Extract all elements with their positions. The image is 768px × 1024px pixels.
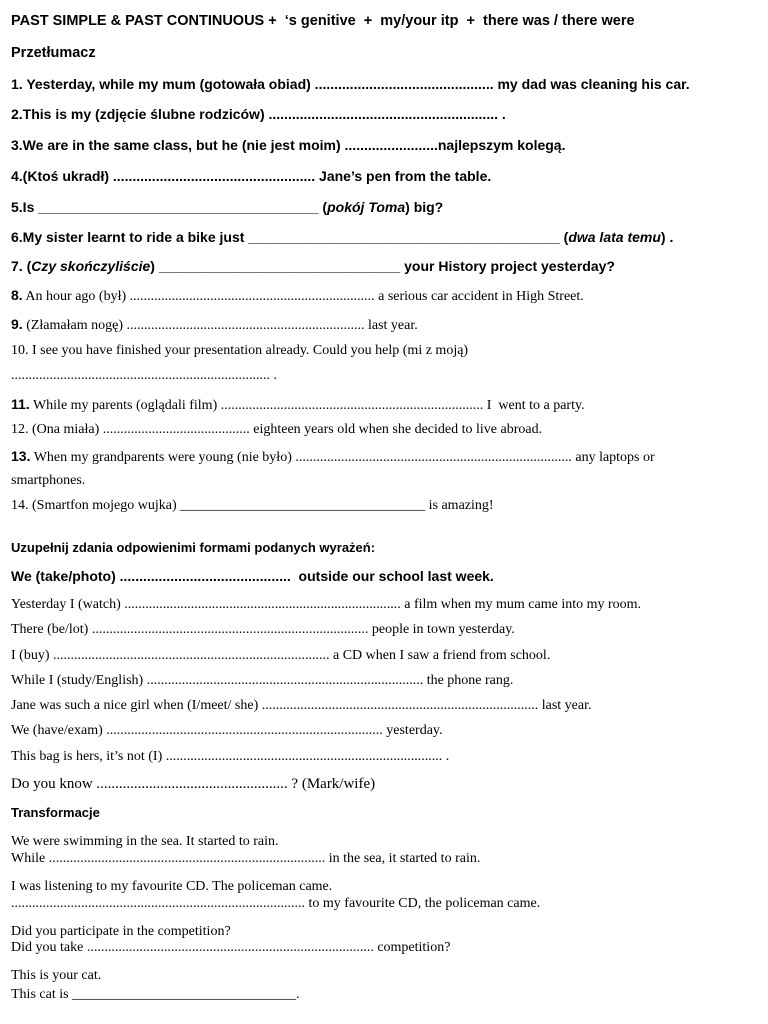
item-9-text: (Złamałam nogę) .................................................................... last year.	[22, 318, 418, 333]
exercise-item-7	[11, 258, 615, 274]
exercise-item-2: 2.This is my (zdjęcie ślubne rodziców) ........................................................... .	[11, 106, 506, 122]
fill-item-2: Yesterday I (watch) ............................................................................... a film when my mum came into my room.	[11, 597, 642, 612]
item-8-number: 8.	[11, 287, 23, 303]
item-7-start: 7. (	[11, 258, 32, 274]
exercise-item-9	[11, 316, 418, 334]
transform-3-rewrite: Did you take .................................................................................. competition?	[11, 940, 451, 955]
item-6-start: 6.My sister learnt to ride a bike just ________________________________________ (	[11, 229, 569, 245]
item-7-hint: Czy skończyliście	[31, 258, 151, 274]
item-8-text: An hour ago (był) ...................................................................... a serious car accident in High Street.	[22, 289, 584, 304]
exercise-item-12: 12. (Ona miała) .......................................... eighteen years old when she decided to live abroad.	[11, 422, 543, 437]
item-13-number: 13.	[11, 448, 31, 464]
item-7-end: ) _______________________________ your History project yesterday?	[150, 258, 615, 274]
fill-item-8: This bag is hers, it’s not (I) ............................................................................... .	[11, 749, 450, 764]
transform-1-rewrite: While ............................................................................... in the sea, it started to rain.	[11, 851, 481, 866]
item-11-text: While my parents (oglądali film) ........................................................................... I went to a party.	[29, 398, 585, 413]
fill-item-1: We (take/photo) ............................................ outside our school last week.	[11, 568, 494, 584]
fill-item-6: Jane was such a nice girl when (I/meet/ she) ............................................................................... last year.	[11, 698, 592, 713]
item-13-text: When my grandparents were young (nie było) ............................................................................... any laptops or	[30, 450, 655, 465]
exercise-item-11	[11, 396, 585, 414]
item-5-hint: pokój Toma	[327, 199, 406, 215]
page-title: PAST SIMPLE & PAST CONTINUOUS + ‘s genitive + my/your itp + there was / there were	[11, 13, 635, 29]
item-9-number: 9.	[11, 316, 23, 332]
exercise-item-1: 1. Yesterday, while my mum (gotowała obiad) .............................................. my dad was cleaning his car.	[11, 76, 690, 92]
exercise-item-4: 4.(Ktoś ukradł) .................................................... Jane’s pen from the table.	[11, 168, 492, 184]
exercise-item-3: 3.We are in the same class, but he (nie jest moim) ........................najlepszym kolegą.	[11, 137, 566, 153]
item-5-start: 5.Is ____________________________________ (	[11, 199, 328, 215]
transform-4-sentence: This is your cat.	[11, 968, 102, 983]
exercise-item-10-blank: .......................................................................... .	[11, 368, 277, 383]
item-11-number: 11.	[11, 396, 30, 412]
item-5-end: ) big?	[405, 199, 444, 215]
exercise-item-5	[11, 199, 443, 215]
transform-3-sentence: Did you participate in the competition?	[11, 924, 231, 939]
exercise-item-10: 10. I see you have finished your presentation already. Could you help (mi z moją)	[11, 343, 469, 358]
transform-4-rewrite: This cat is ________________________________.	[11, 987, 300, 1002]
fill-item-7: We (have/exam) ............................................................................... yesterday.	[11, 723, 443, 738]
transform-2-rewrite: .................................................................................... to my favourite CD, the policeman came.	[11, 896, 541, 911]
item-6-end: ) .	[660, 229, 674, 245]
fill-item-5: While I (study/English) ............................................................................... the phone rang.	[11, 673, 514, 688]
exercise-item-13-cont: smartphones.	[11, 473, 86, 488]
section-heading-translate: Przetłumacz	[11, 45, 96, 61]
transform-2-sentence: I was listening to my favourite CD. The policeman came.	[11, 879, 333, 894]
exercise-item-6	[11, 229, 673, 245]
fill-item-9: Do you know ................................................... ? (Mark/wife)	[11, 776, 376, 792]
fill-item-4: I (buy) ............................................................................... a CD when I saw a friend from school.	[11, 648, 551, 663]
item-6-hint: dwa lata temu	[568, 229, 661, 245]
section-heading-transform: Transformacje	[11, 805, 100, 820]
exercise-item-13	[11, 448, 655, 466]
fill-item-3: There (be/lot) ............................................................................... people in town yesterday.	[11, 622, 515, 637]
exercise-item-14: 14. (Smartfon mojego wujka) ___________________________________ is amazing!	[11, 498, 494, 513]
section-heading-fill: Uzupełnij zdania odpowienimi formami podanych wyrażeń:	[11, 540, 376, 555]
exercise-item-8	[11, 287, 584, 305]
transform-1-sentence: We were swimming in the sea. It started to rain.	[11, 834, 279, 849]
